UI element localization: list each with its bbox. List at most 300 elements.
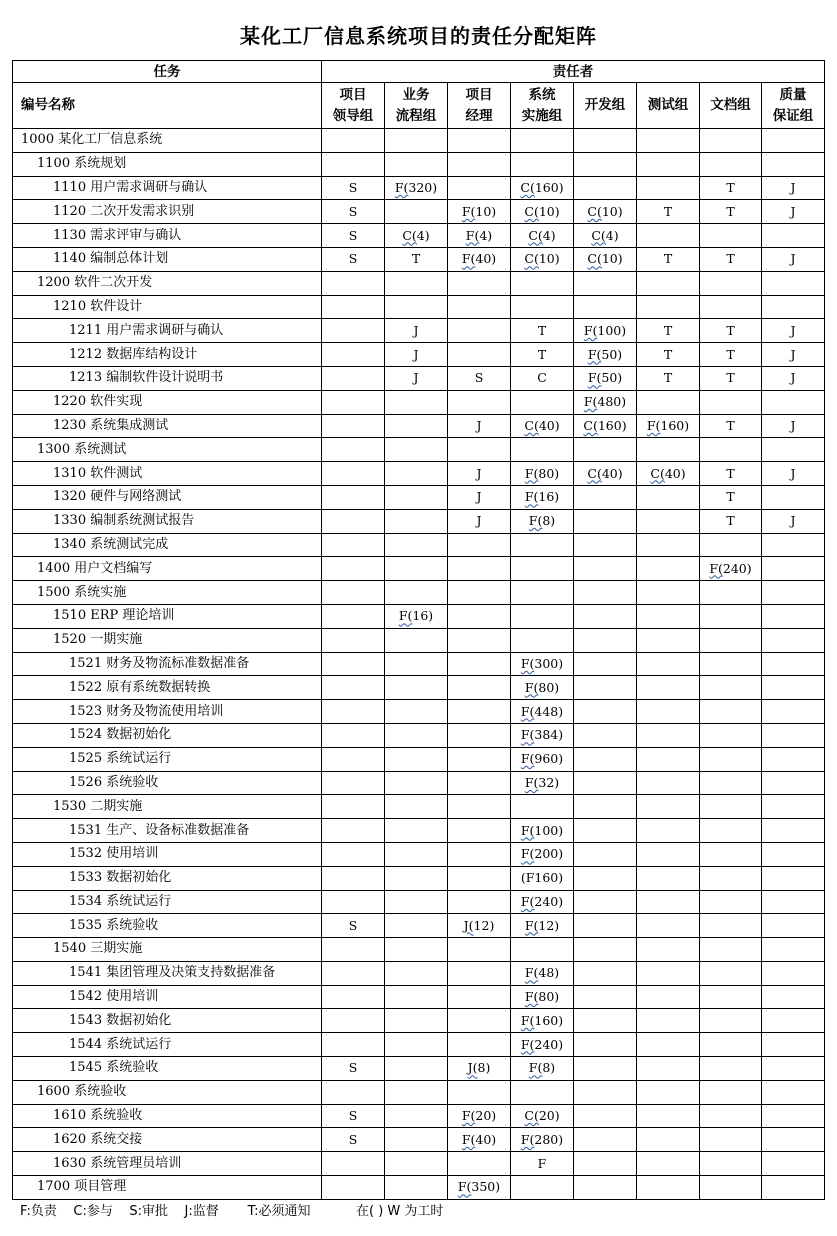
responsibility-cell [762, 414, 825, 438]
responsibility-cell [700, 795, 762, 819]
responsibility-code: F(240) [520, 1036, 564, 1052]
responsibility-cell [637, 1176, 700, 1200]
responsibility-code: S [348, 227, 358, 243]
responsibility-cell [322, 581, 385, 605]
responsibility-cell [322, 343, 385, 367]
responsibility-cell [637, 795, 700, 819]
responsibility-cell [511, 1176, 574, 1200]
responsibility-cell [385, 628, 448, 652]
responsibility-cell [762, 224, 825, 248]
responsibility-cell [511, 961, 574, 985]
responsibility-cell [448, 842, 511, 866]
responsibility-code: F(100) [520, 822, 564, 838]
responsibility-cell [385, 414, 448, 438]
responsibility-cell [448, 819, 511, 843]
column-header-line: 经理 [465, 107, 493, 124]
table-row [13, 795, 825, 819]
responsibility-cell [574, 1057, 637, 1081]
responsibility-cell [574, 1033, 637, 1057]
task-label: 1210 软件设计 [13, 295, 322, 319]
responsibility-cell [574, 414, 637, 438]
responsibility-cell [448, 866, 511, 890]
responsibility-cell [385, 1080, 448, 1104]
responsibility-code: F(40) [461, 251, 497, 267]
responsibility-cell [637, 890, 700, 914]
table-row [13, 1009, 825, 1033]
responsibility-cell [700, 1152, 762, 1176]
responsibility-cell [448, 129, 511, 153]
task-label: 1630 系统管理员培训 [13, 1152, 322, 1176]
task-label: 1610 系统验收 [13, 1104, 322, 1128]
responsibility-code: C(160) [583, 417, 627, 433]
responsibility-cell [574, 1104, 637, 1128]
responsibility-cell [637, 961, 700, 985]
responsibility-cell [511, 343, 574, 367]
responsibility-code: T [663, 346, 673, 362]
responsibility-cell [385, 1176, 448, 1200]
responsibility-cell [762, 604, 825, 628]
task-label: 1532 使用培训 [13, 842, 322, 866]
responsibility-code: J [476, 417, 482, 433]
responsibility-code: F(16) [524, 489, 560, 505]
page-title: 某化工厂信息系统项目的责任分配矩阵 [240, 24, 597, 48]
responsibility-cell [322, 557, 385, 581]
responsibility-cell [448, 914, 511, 938]
responsibility-cell [637, 628, 700, 652]
responsibility-cell [762, 652, 825, 676]
responsibility-cell [322, 866, 385, 890]
responsibility-cell [385, 747, 448, 771]
responsibility-cell [511, 462, 574, 486]
task-label: 1400 用户文档编写 [13, 557, 322, 581]
responsibility-cell [700, 1057, 762, 1081]
column-header-line: 流程组 [395, 107, 437, 124]
responsibility-code: F(16) [398, 608, 434, 624]
table-row [13, 224, 825, 248]
task-label: 1300 系统测试 [13, 438, 322, 462]
responsibility-code: S [348, 1060, 358, 1076]
table-row [13, 581, 825, 605]
task-label: 1523 财务及物流使用培训 [13, 700, 322, 724]
responsibility-cell [385, 652, 448, 676]
responsibility-cell [448, 557, 511, 581]
responsibility-cell [511, 700, 574, 724]
responsibility-cell [385, 961, 448, 985]
responsibility-cell [322, 700, 385, 724]
responsibility-cell [511, 152, 574, 176]
column-header-line: 项目 [339, 86, 367, 103]
responsibility-code: S [348, 1131, 358, 1147]
table-row [13, 866, 825, 890]
responsibility-cell [385, 1104, 448, 1128]
responsibility-cell [574, 485, 637, 509]
responsibility-cell [700, 247, 762, 271]
responsibility-cell [322, 723, 385, 747]
responsibility-code: T [537, 346, 547, 362]
responsibility-cell [448, 771, 511, 795]
responsibility-cell [574, 747, 637, 771]
responsibility-cell [448, 938, 511, 962]
table-row [13, 1057, 825, 1081]
table-row [13, 462, 825, 486]
responsibility-cell [322, 1080, 385, 1104]
responsibility-cell [511, 819, 574, 843]
responsibility-code: T [726, 322, 735, 338]
responsibility-cell [574, 438, 637, 462]
responsibility-cell [511, 771, 574, 795]
responsibility-cell [762, 985, 825, 1009]
responsibility-code: T [726, 417, 735, 433]
responsibility-cell [385, 1009, 448, 1033]
responsibility-cell [637, 485, 700, 509]
responsibility-cell [322, 509, 385, 533]
responsibility-code: F(100) [583, 322, 627, 338]
responsibility-cell [762, 723, 825, 747]
responsibility-cell [385, 723, 448, 747]
responsibility-cell [637, 390, 700, 414]
responsibility-cell [448, 366, 511, 390]
responsibility-code: F(20) [461, 1108, 497, 1124]
task-label: 1520 一期实施 [13, 628, 322, 652]
responsibility-cell [511, 319, 574, 343]
responsibility-cell [385, 938, 448, 962]
responsibility-cell [322, 319, 385, 343]
responsibility-cell [511, 414, 574, 438]
responsibility-code: J [476, 513, 482, 529]
task-label: 1540 三期实施 [13, 938, 322, 962]
responsibility-cell [637, 462, 700, 486]
task-label: 1213 编制软件设计说明书 [13, 366, 322, 390]
responsibility-cell [322, 414, 385, 438]
responsibility-code: T [663, 203, 673, 219]
task-label: 1120 二次开发需求识别 [13, 200, 322, 224]
responsibility-cell [322, 462, 385, 486]
responsibility-cell [700, 747, 762, 771]
task-label: 1700 项目管理 [13, 1176, 322, 1200]
responsibility-cell [574, 509, 637, 533]
responsibility-cell [385, 819, 448, 843]
table-row [13, 842, 825, 866]
responsibility-cell [448, 271, 511, 295]
responsibility-cell [700, 557, 762, 581]
responsibility-cell [448, 604, 511, 628]
responsibility-cell [574, 557, 637, 581]
responsibility-code: F(32) [524, 774, 560, 790]
responsibility-cell [511, 1057, 574, 1081]
responsibility-cell [385, 866, 448, 890]
responsibility-code: T [726, 370, 735, 386]
table-row [13, 129, 825, 153]
responsibility-cell [511, 985, 574, 1009]
responsibility-cell [700, 271, 762, 295]
table-row [13, 604, 825, 628]
responsibility-cell [448, 985, 511, 1009]
responsibility-cell [700, 842, 762, 866]
responsibility-code: F(240) [709, 560, 752, 576]
responsibility-cell [700, 319, 762, 343]
responsibility-cell [762, 866, 825, 890]
responsibility-cell [637, 723, 700, 747]
responsibility-cell [322, 1152, 385, 1176]
responsibility-code: F(48) [524, 965, 560, 981]
responsibility-cell [448, 295, 511, 319]
responsibility-cell [511, 1080, 574, 1104]
task-label: 1521 财务及物流标准数据准备 [13, 652, 322, 676]
responsibility-cell [762, 628, 825, 652]
responsibility-cell [700, 1128, 762, 1152]
responsibility-cell [762, 1009, 825, 1033]
responsibility-code: J [790, 251, 796, 267]
responsibility-cell [762, 129, 825, 153]
responsibility-cell [448, 747, 511, 771]
responsibility-code: F(80) [524, 989, 560, 1005]
table-row [13, 961, 825, 985]
responsibility-cell [385, 795, 448, 819]
task-label: 1200 软件二次开发 [13, 271, 322, 295]
responsibility-cell [762, 1104, 825, 1128]
responsibility-cell [574, 795, 637, 819]
responsibility-code: T [663, 370, 673, 386]
task-label: 1110 用户需求调研与确认 [13, 176, 322, 200]
responsibility-code: T [726, 203, 735, 219]
responsibility-code: F(960) [520, 751, 564, 767]
responsibility-cell [448, 1009, 511, 1033]
responsibility-cell [700, 343, 762, 367]
responsibility-cell [385, 366, 448, 390]
responsibility-code: F(384) [520, 727, 564, 743]
responsibility-cell [574, 985, 637, 1009]
responsibility-cell [574, 247, 637, 271]
responsibility-cell [574, 319, 637, 343]
responsibility-code: C [537, 370, 547, 386]
responsibility-cell [511, 390, 574, 414]
task-label: 1000 某化工厂信息系统 [13, 129, 322, 153]
responsibility-cell [700, 224, 762, 248]
responsibility-cell [448, 1057, 511, 1081]
responsibility-cell [700, 1033, 762, 1057]
responsibility-cell [700, 676, 762, 700]
task-label: 1230 系统集成测试 [13, 414, 322, 438]
responsibility-cell [385, 176, 448, 200]
responsibility-cell [637, 866, 700, 890]
responsibility-cell [637, 129, 700, 153]
responsibility-cell [511, 604, 574, 628]
responsibility-cell [762, 842, 825, 866]
responsibility-code: F(40) [461, 1131, 497, 1147]
responsibility-cell [574, 1080, 637, 1104]
responsibility-cell [637, 557, 700, 581]
responsibility-cell [762, 819, 825, 843]
responsibility-matrix-table [12, 60, 825, 1200]
responsibility-cell [574, 343, 637, 367]
responsibility-cell [574, 914, 637, 938]
responsibility-cell [511, 1009, 574, 1033]
responsibility-cell [637, 938, 700, 962]
responsibility-code: C(4) [591, 227, 619, 243]
table-row [13, 247, 825, 271]
responsibility-cell [511, 200, 574, 224]
responsibility-cell [700, 604, 762, 628]
responsibility-cell [385, 462, 448, 486]
responsible-group-header: 责任者 [322, 61, 825, 83]
responsibility-cell [762, 247, 825, 271]
responsibility-cell [322, 890, 385, 914]
responsibility-cell [385, 1057, 448, 1081]
responsibility-code: F(8) [528, 513, 556, 529]
responsibility-cell [700, 819, 762, 843]
responsibility-cell [448, 414, 511, 438]
responsibility-cell [762, 509, 825, 533]
table-row [13, 723, 825, 747]
responsibility-cell [700, 485, 762, 509]
responsibility-cell [700, 295, 762, 319]
responsibility-cell [385, 152, 448, 176]
table-row [13, 509, 825, 533]
task-label: 1220 软件实现 [13, 390, 322, 414]
responsibility-cell [762, 747, 825, 771]
responsibility-cell [448, 462, 511, 486]
task-label: 1310 软件测试 [13, 462, 322, 486]
responsibility-cell [637, 771, 700, 795]
responsibility-cell [448, 1152, 511, 1176]
responsibility-cell [700, 509, 762, 533]
responsibility-cell [762, 938, 825, 962]
task-label: 1524 数据初始化 [13, 723, 322, 747]
responsibility-cell [762, 200, 825, 224]
responsibility-cell [511, 890, 574, 914]
responsibility-cell [511, 866, 574, 890]
responsibility-code: F(50) [587, 346, 623, 362]
responsibility-code: F(280) [520, 1131, 564, 1147]
responsibility-code: T [537, 322, 547, 338]
responsibility-code: F(80) [524, 465, 560, 481]
responsibility-cell [511, 176, 574, 200]
column-header [511, 83, 574, 129]
responsibility-cell [448, 1128, 511, 1152]
task-label: 1212 数据库结构设计 [13, 343, 322, 367]
task-label: 1544 系统试运行 [13, 1033, 322, 1057]
responsibility-code: S [348, 203, 358, 219]
responsibility-cell [700, 129, 762, 153]
responsibility-cell [448, 1080, 511, 1104]
responsibility-cell [511, 747, 574, 771]
column-header-line: 保证组 [772, 107, 814, 124]
column-header [637, 83, 700, 129]
responsibility-cell [322, 485, 385, 509]
responsibility-cell [511, 938, 574, 962]
id-name-header: 编号名称 [13, 83, 322, 129]
responsibility-cell [322, 200, 385, 224]
responsibility-cell [700, 985, 762, 1009]
task-label: 1542 使用培训 [13, 985, 322, 1009]
responsibility-cell [448, 676, 511, 700]
responsibility-cell [322, 795, 385, 819]
responsibility-cell [700, 628, 762, 652]
responsibility-code: S [348, 917, 358, 933]
responsibility-cell [448, 1176, 511, 1200]
responsibility-code: C(40) [587, 465, 623, 481]
table-row [13, 366, 825, 390]
responsibility-code: F(50) [587, 370, 623, 386]
column-header [762, 83, 825, 129]
responsibility-cell [511, 485, 574, 509]
responsibility-cell [637, 438, 700, 462]
table-row [13, 1080, 825, 1104]
responsibility-cell [574, 295, 637, 319]
responsibility-cell [637, 604, 700, 628]
responsibility-cell [511, 271, 574, 295]
column-header [448, 83, 511, 129]
responsibility-code: C(40) [650, 465, 686, 481]
responsibility-cell [385, 224, 448, 248]
responsibility-code: T [726, 251, 735, 267]
table-row [13, 414, 825, 438]
responsibility-cell [762, 1057, 825, 1081]
responsibility-cell [322, 1033, 385, 1057]
responsibility-cell [637, 581, 700, 605]
responsibility-cell [448, 1033, 511, 1057]
responsibility-cell [700, 176, 762, 200]
task-label: 1533 数据初始化 [13, 866, 322, 890]
responsibility-cell [637, 247, 700, 271]
task-label: 1541 集团管理及决策支持数据准备 [13, 961, 322, 985]
table-row [13, 295, 825, 319]
column-header-line: 系统 [528, 86, 556, 103]
responsibility-cell [637, 343, 700, 367]
responsibility-cell [448, 795, 511, 819]
responsibility-cell [322, 842, 385, 866]
responsibility-cell [700, 1080, 762, 1104]
responsibility-cell [762, 438, 825, 462]
responsibility-cell [448, 700, 511, 724]
responsibility-cell [511, 1128, 574, 1152]
responsibility-cell [385, 890, 448, 914]
responsibility-code: J [413, 322, 419, 338]
table-row [13, 771, 825, 795]
responsibility-cell [385, 842, 448, 866]
column-header-line: 文档组 [710, 97, 751, 113]
responsibility-cell [762, 1176, 825, 1200]
responsibility-cell [448, 890, 511, 914]
responsibility-cell [511, 509, 574, 533]
responsibility-cell [385, 604, 448, 628]
responsibility-code: C(10) [524, 251, 560, 267]
task-label: 1530 二期实施 [13, 795, 322, 819]
responsibility-code: C(4) [402, 227, 430, 243]
responsibility-cell [700, 366, 762, 390]
table-row [13, 819, 825, 843]
responsibility-cell [511, 842, 574, 866]
responsibility-cell [385, 1152, 448, 1176]
responsibility-cell [385, 676, 448, 700]
responsibility-cell [385, 129, 448, 153]
responsibility-cell [637, 914, 700, 938]
table-row [13, 176, 825, 200]
table-row [13, 676, 825, 700]
responsibility-cell [700, 890, 762, 914]
responsibility-cell [385, 985, 448, 1009]
responsibility-cell [762, 343, 825, 367]
responsibility-cell [700, 914, 762, 938]
column-header-line: 业务 [402, 86, 430, 103]
table-row [13, 152, 825, 176]
task-label: 1522 原有系统数据转换 [13, 676, 322, 700]
responsibility-cell [385, 700, 448, 724]
responsibility-code: F(12) [524, 917, 560, 933]
responsibility-cell [574, 271, 637, 295]
responsibility-cell [574, 652, 637, 676]
responsibility-cell [700, 1176, 762, 1200]
